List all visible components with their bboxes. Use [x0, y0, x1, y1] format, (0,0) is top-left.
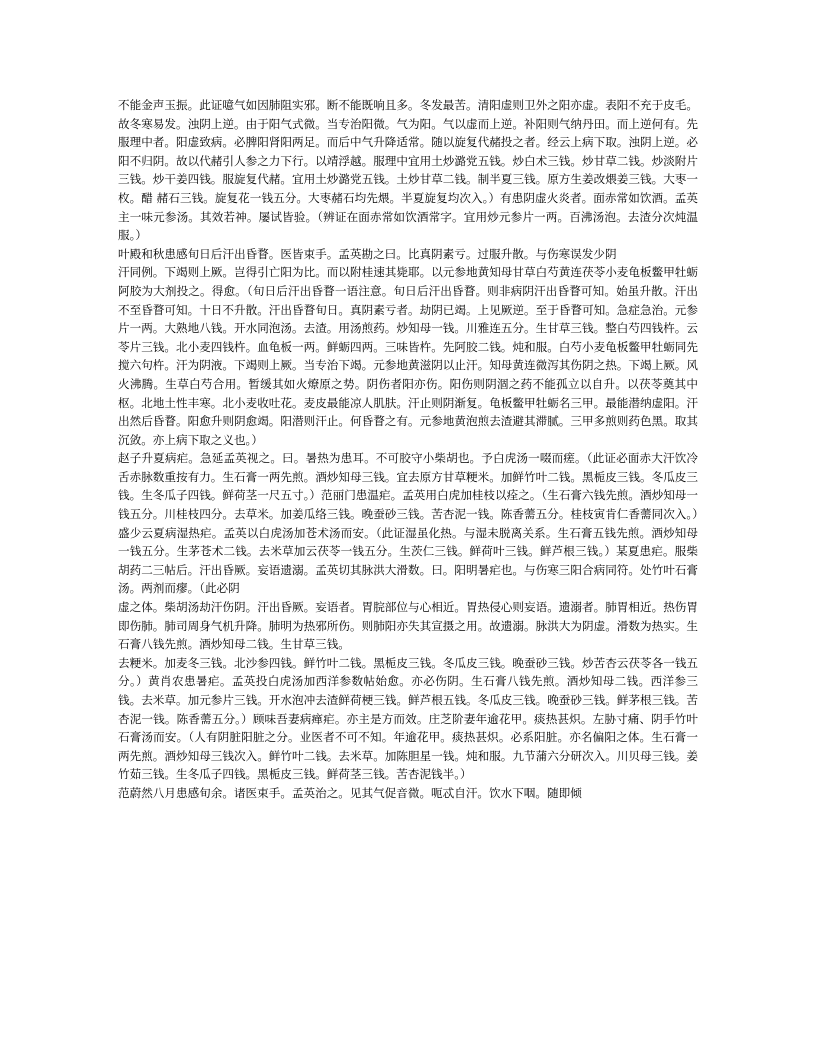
document-body	[118, 96, 698, 803]
paragraph: 去粳米。加麦冬三钱。北沙参四钱。鲜竹叶二钱。黑栀皮三钱。冬瓜皮三钱。晚蚕砂三钱。炒苦杏云茯苓各一钱五分。）黄肖农患暑疟。孟英投白虎汤加西洋参数帖始愈。亦必伤阴。生石膏八钱先煎。酒炒知母二钱。西洋参三钱。去米草。加元参片三钱。开水泡冲去渣鲜荷梗三钱。鲜芦根五钱。冬瓜皮三钱。晚蚕砂三钱。鲜茅根三钱。苦杏泥一钱。陈香薷五分。）顾味吾妻病瘅疟。亦主是方而效。庄芝阶妻年逾花甲。痰热甚炽。左胁寸痛、阴手竹叶石膏汤而安。（人有阴脏阳脏之分。业医者不可不知。年逾花甲。痰热甚炽。必系阳脏。亦名偏阳之体。生石膏一两先煎。酒炒知母三钱次入。鲜竹叶二钱。去米草。加陈胆星一钱。炖和服。九节蒲六分研次入。川贝母三钱。姜竹茹三钱。生冬瓜子四钱。黑栀皮三钱。鲜荷茎三钱。苦杏泥钱半。）	[118, 655, 698, 782]
paragraph: 不能金声玉振。此证噫气如因肺阻实邪。断不能既响且多。冬发最苦。清阳虚则卫外之阳亦虚。表阳不充于皮毛。故冬寒易发。浊阴上逆。由于阳气式微。当专治阳微。气为阳。气以虚而上逆。补阳则气纳丹田。而上逆何有。先服理中者。阳虚致病。必脾阳肾阳两足。而后中气升降适常。随以旋复代赭投之者。经云上病下取。浊阴上逆。必阳不归阴。故以代赭引人参之力下行。以靖浮越。服理中宜用土炒潞党五钱。炒白术三钱。炒甘草二钱。炒淡附片三钱。炒干姜四钱。服旋复代赭。宜用土炒潞党五钱。土炒甘草二钱。制半夏三钱。原方生姜改煨姜三钱。大枣一枚。醋 赭石三钱。旋复花一钱五分。大枣赭石均先煨。半夏旋复均次入。）有患阴虚火炎者。面赤常如饮酒。孟英主一味元参汤。其效若神。屡试皆验。（辨证在面赤常如饮酒常字。宜用炒元参片一两。百沸汤泡。去渣分次炖温服。）	[118, 98, 698, 243]
paragraph: 虚之体。柴胡汤劫汗伤阴。汗出昏厥。妄语者。胃脘部位与心相近。胃热侵心则妄语。遗溺者。肺胃相近。热伤胃即伤肺。肺司周身气机升降。肺明为热邪所伤。则肺阳亦失其宣摄之用。故遗溺。脉洪大为阴虚。滑数为热实。生石膏八钱先煎。酒炒知母二钱。生甘草三钱。	[118, 600, 698, 652]
paragraph: 叶殿和秋患感旬日后汗出昏瞀。医皆束手。孟英勘之曰。比真阴素亏。过服升散。与伤寒误发少阴	[118, 246, 617, 261]
paragraph: 赵子升夏病疟。急延孟英视之。曰。暑热为患耳。不可胶守小柴胡也。予白虎汤一啜而瘥。（此证必面赤大汗饮冷舌赤脉数重按有力。生石膏一两先煎。酒炒知母三钱。宜去原方甘草粳米。加鲜竹叶二钱。黑栀皮三钱。冬瓜皮三钱。生冬瓜子四钱。鲜荷茎一尺五寸。）范丽门患温疟。孟英用白虎加桂枝以痊之。（生石膏六钱先煎。酒炒知母一钱五分。川桂枝四分。去草米。加姜瓜络三钱。晚蚕砂三钱。苦杏泥一钱。陈香薷五分。桂枝寅肯仁香薷同次入。）盛少云夏病湿热疟。孟英以白虎汤加苍术汤而安。（此证湿虽化热。与湿未脱离关系。生石膏五钱先煎。酒炒知母一钱五分。生茅苍术二钱。去米草加云茯苓一钱五分。生茨仁三钱。鲜荷叶三钱。鲜芦根三钱。）某夏患疟。服柴胡药二三帖后。汗出昏厥。妄语遗溺。孟英切其脉洪大滑数。曰。阳明暑疟也。与伤寒三阳合病同符。处竹叶石膏汤。两剂而瘳。（此必阴	[118, 451, 698, 596]
paragraph: 范蔚然八月患感旬余。诸医束手。孟英治之。见其气促音微。呃忒自汗。饮水下咽。随即倾	[118, 785, 582, 800]
paragraph: 汗同例。下竭则上厥。岂得引亡阳为比。而以附桂速其毙耶。以元参地黄知母甘草白芍黄连茯苓小麦龟板鳖甲牡蛎阿胶为大剂投之。得愈。（旬日后汗出昏瞀一语注意。旬日后汗出昏瞀。则非病阴汗出昏瞀可知。始虽升散。汗出不至昏瞀可知。十日不升散。汗出昏瞀旬日。真阴素亏者。劫阴已竭。上见厥逆。至于昏瞀可知。急症急治。元参片一两。大熟地八钱。开水同泡汤。去渣。用汤煎药。炒知母一钱。川雅连五分。生甘草三钱。整白芍四钱杵。云苓片三钱。北小麦四钱杵。血龟板一两。鲜蛎四两。三味皆杵。先阿胶二钱。炖和服。白芍小麦龟板鳖甲牡蛎同先搅六句杵。汗为阴液。下竭则上厥。当专治下竭。元参地黄滋阴以止汗。知母黄连微泻其伤阴之热。下竭上厥。风火沸腾。生草白芍合用。暂缓其如火燎原之势。阴伤者阳亦伤。阳伤则阴涸之药不能孤立以自升。以茯苓奠其中枢。北地土性丰寒。北小麦收吐花。麦皮最能凉人肌肤。汗止则阴渐复。龟板鳖甲牡蛎名三甲。最能潜纳虚阳。汗出然后昏瞀。阳愈升则阴愈竭。阳潜则汗止。何昏瞀之有。元参地黄泡煎去渣避其滞腻。三甲多煎则药色黑。取其沉敛。亦上病下取之义也。）	[118, 265, 698, 447]
